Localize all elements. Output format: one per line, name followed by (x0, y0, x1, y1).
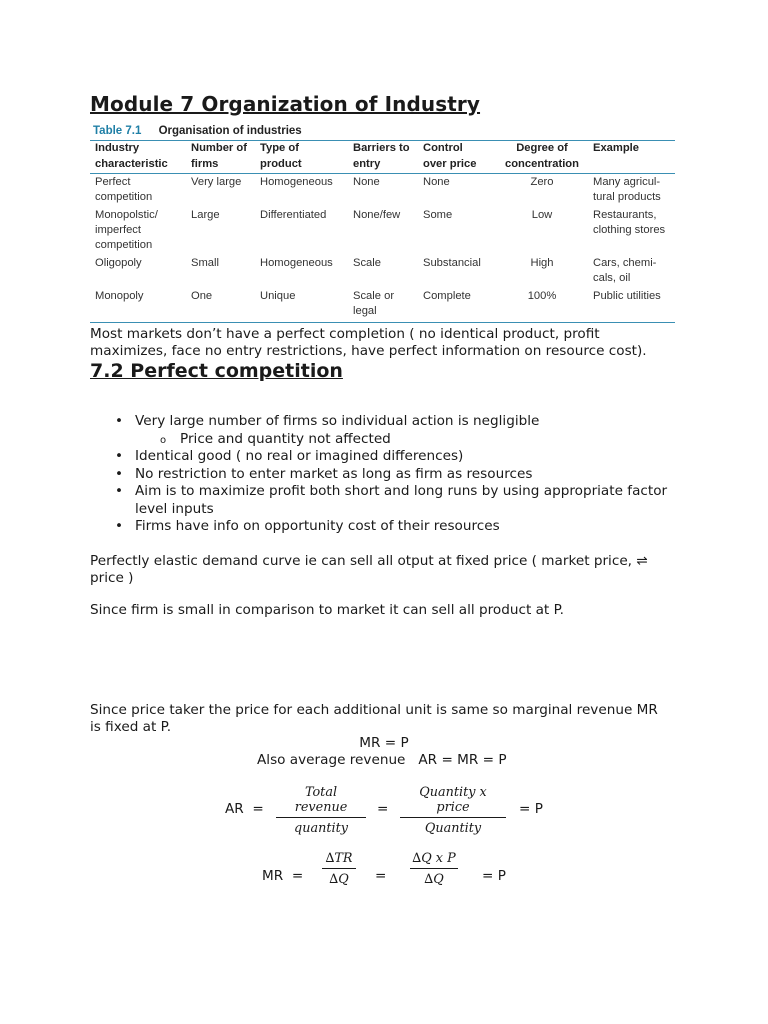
table-title: Organisation of industries (158, 125, 302, 137)
table-cell: Complete (423, 290, 471, 302)
module-heading: Module 7 Organization of Industry (90, 92, 481, 116)
list-item: • Identical good ( no real or imagined differences) (115, 448, 464, 464)
table-cell: Scale (353, 257, 381, 269)
bullet-icon: • (115, 448, 124, 464)
fraction (410, 851, 458, 887)
list-item: o Price and quantity not affected (90, 431, 667, 449)
table-cell: High (530, 257, 554, 269)
table-cell: Some (423, 209, 453, 221)
list-item: • Aim is to maximize profit both short and long runs by using appropriate factor (115, 483, 668, 499)
table-number: Table 7.1 (93, 125, 142, 137)
sub-bullet-icon: o (160, 434, 167, 446)
table-cell: Low (531, 209, 553, 221)
table-bottom-rule (90, 322, 675, 323)
table-caption (93, 125, 302, 137)
bullet-icon: • (115, 413, 124, 429)
table-cell: Scale or legal (353, 290, 395, 317)
table-header: Control over price (423, 142, 477, 170)
table-cell: None (353, 176, 380, 188)
list-item-continuation: level inputs (135, 500, 214, 517)
formula-rhs: = P (519, 801, 543, 817)
table-cell: Many agricul- tural products (593, 176, 661, 203)
paragraph: Since price taker the price for each additional unit is same so marginal revenue MR is fixed at P. (90, 702, 658, 735)
table-cell: Perfect competition (95, 176, 153, 203)
table-cell: Restaurants, clothing stores (593, 209, 666, 236)
intro-line: Most markets don’t have a perfect completion ( no identical product, profit (90, 326, 600, 342)
section-heading: 7.2 Perfect competition (90, 360, 343, 382)
list-item: • Very large number of firms so individual action is negligible (115, 413, 540, 429)
table-cell: Homogeneous (260, 176, 333, 188)
table-header: Industry characteristic (95, 142, 168, 170)
table-cell: Differentiated (260, 209, 327, 221)
table-cell: Monopolstic/ imperfect competition (95, 209, 158, 251)
table-cell: Very large (191, 176, 242, 188)
fraction-denominator: ∆Q (329, 872, 349, 887)
table-cell: None/few (353, 209, 401, 221)
fraction (322, 851, 356, 887)
bullet-icon: • (115, 483, 124, 499)
bullet-icon: • (115, 465, 124, 482)
list-item: • No restriction to enter market as long as firm as resources (115, 465, 533, 482)
table-header: Degree of concentration (505, 142, 579, 170)
table-cell: Oligopoly (95, 257, 142, 269)
fraction-denominator: quantity (294, 821, 348, 836)
paragraph: Perfectly elastic demand curve ie can sell all otput at fixed price ( market price, ⇌ price ) (90, 553, 648, 586)
table-header: Type of product (260, 142, 302, 170)
table-cell: 100% (527, 290, 557, 302)
fraction (400, 785, 506, 836)
bullet-icon: • (115, 518, 124, 534)
table-cell: None (423, 176, 450, 188)
table-cell: Substancial (423, 257, 481, 269)
table-cell: Cars, chemi- cals, oil (593, 257, 657, 284)
fraction-numerator: ∆TR (322, 851, 356, 869)
fraction-numerator: Total revenue (276, 785, 366, 818)
fraction-denominator: ∆Q (424, 872, 444, 887)
intro-paragraph (90, 326, 647, 360)
table-header: Barriers to entry (353, 142, 410, 170)
bullet-list (90, 413, 667, 536)
table-header: Number of firms (191, 142, 247, 170)
formula-equals: = (375, 868, 387, 884)
equation-mr: MR = P (359, 735, 409, 751)
table-cell: Monopoly (95, 290, 144, 302)
formula-lhs: AR = (225, 801, 264, 817)
table-cell: Public utilities (593, 290, 661, 302)
table-cell: Large (191, 209, 220, 221)
fraction-numerator: Quantity x price (400, 785, 506, 818)
table-cell: Unique (260, 290, 296, 302)
equation-ar: Also average revenue AR = MR = P (257, 752, 507, 768)
intro-line: maximizes, face no entry restrictions, have perfect information on resource cost). (90, 343, 647, 359)
fraction-denominator: Quantity (424, 821, 482, 836)
table-header-rule (90, 173, 675, 174)
table-cell: One (191, 290, 213, 302)
table-cell: Zero (530, 176, 554, 188)
formula-equals: = (377, 801, 389, 817)
fraction (276, 785, 366, 836)
table-cell: Small (191, 257, 219, 269)
formula-rhs: = P (482, 868, 506, 884)
formula-lhs: MR = (262, 868, 304, 884)
table-header: Example (593, 142, 640, 154)
table-cell: Homogeneous (260, 257, 333, 269)
paragraph: Since firm is small in comparison to market it can sell all product at P. (90, 602, 564, 618)
list-item: • Firms have info on opportunity cost of their resources (115, 518, 500, 534)
fraction-numerator: ∆Q x P (410, 851, 458, 869)
